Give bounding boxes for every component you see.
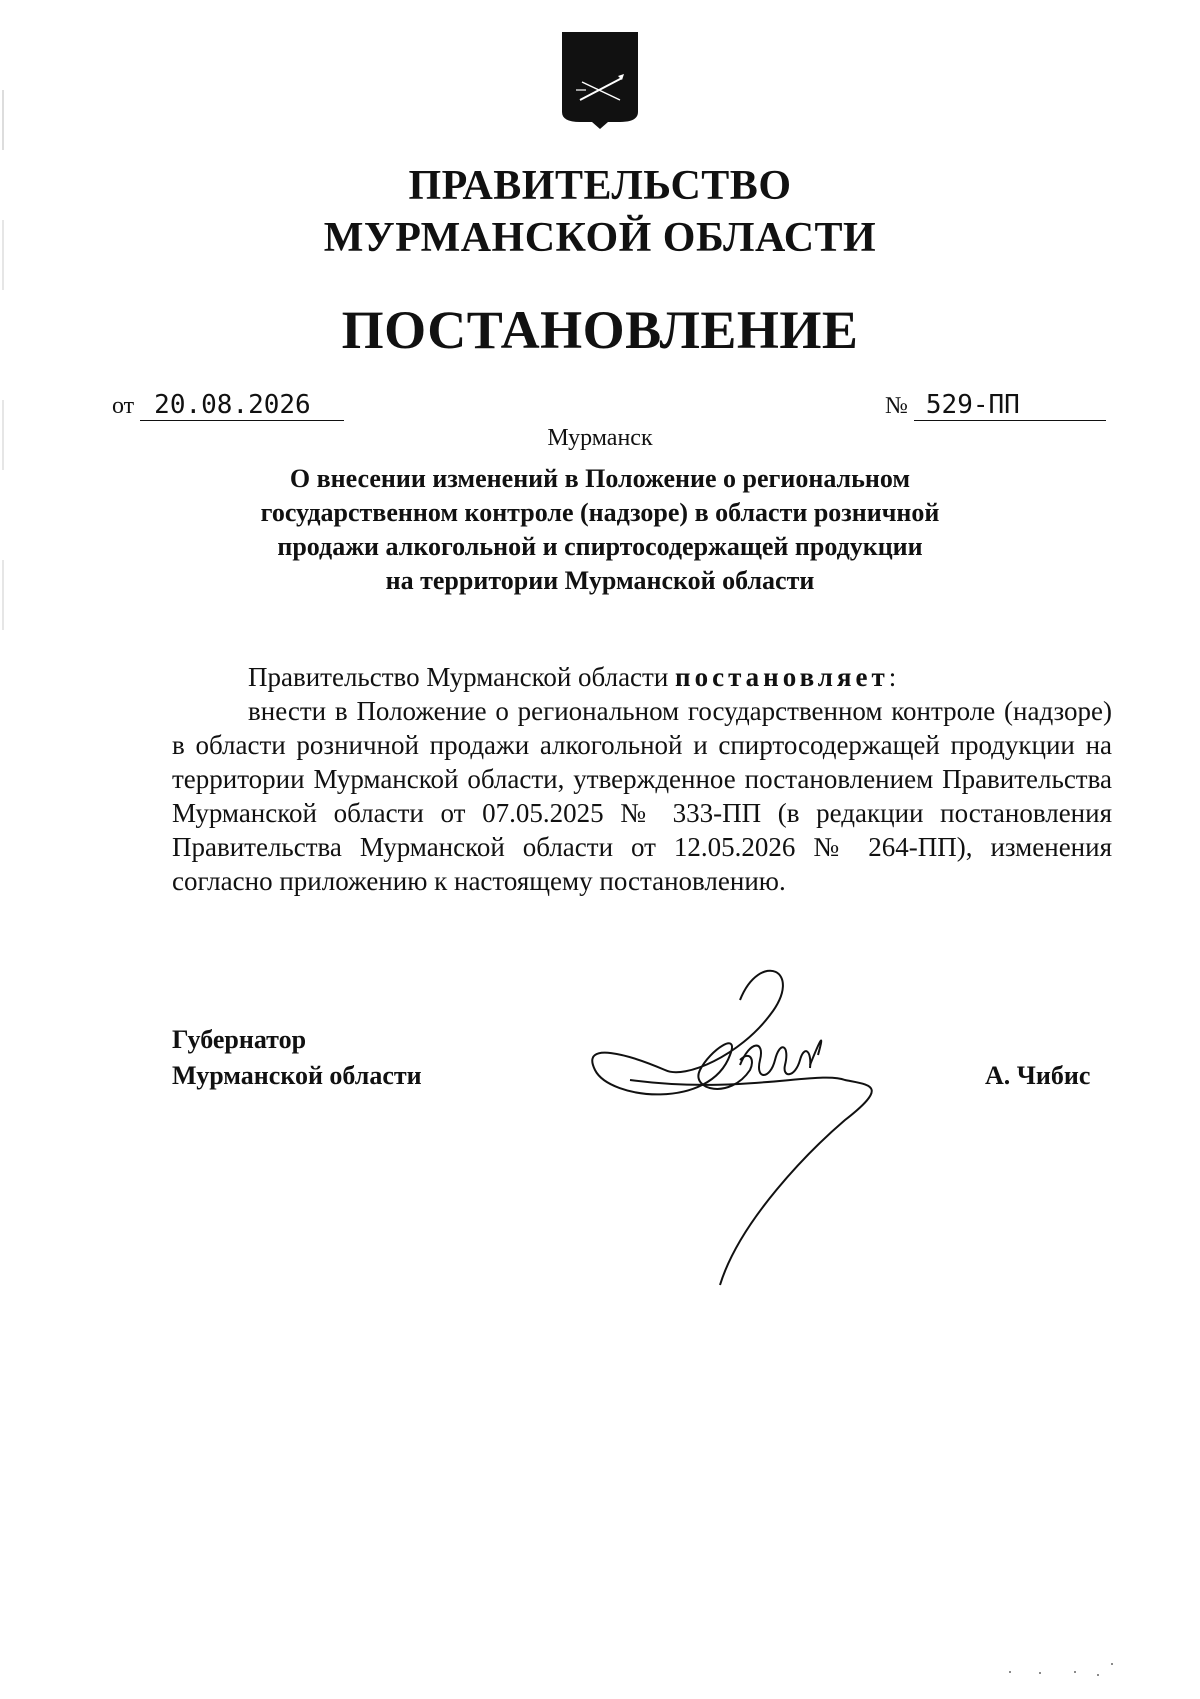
document-body	[172, 660, 1112, 898]
document-type: ПОСТАНОВЛЕНИЕ	[341, 300, 859, 360]
document-subject	[240, 462, 960, 598]
coat-of-arms-icon	[560, 30, 640, 130]
signatory-position-line1: Губернатор	[172, 1025, 307, 1054]
date-value: 20.08.2026	[140, 390, 344, 421]
number-value: 529-ПП	[914, 390, 1106, 421]
lead-resolves: постановляет	[675, 662, 889, 692]
body-paragraph: внести в Положение о региональном государственном контроле (надзоре) в области розничной продажи алкогольной и спиртосодержащей продукции на территории Мурманской области, утвержденное постановлением Правительства Мурманской области от 07.05.2025 № 333-ПП (в редакции постановления Правительства Мурманской области от 12.05.2026 № 264-ПП), изменения согласно приложению к настоящему постановлению.	[172, 696, 1112, 896]
subject-line1: О внесении изменений в Положение о региональном	[289, 464, 911, 493]
subject-line2: государственном контроле (надзоре) в области розничной	[260, 498, 940, 527]
scan-specks	[1000, 1660, 1120, 1680]
body-lead	[172, 660, 1112, 694]
date-line	[112, 390, 344, 421]
lead-plain: Правительство Мурманской области	[248, 662, 676, 692]
government-title-line1: ПРАВИТЕЛЬСТВО	[408, 163, 792, 209]
government-title	[0, 160, 1200, 264]
signatory-position-line2: Мурманской области	[172, 1061, 422, 1090]
government-title-line2: МУРМАНСКОЙ ОБЛАСТИ	[323, 215, 877, 261]
handwritten-signature	[590, 960, 940, 1300]
number-prefix: №	[885, 393, 908, 419]
date-prefix: от	[112, 393, 135, 419]
signatory-position	[172, 1022, 422, 1094]
lead-colon: :	[888, 662, 897, 692]
signatory-name: А. Чибис	[985, 1061, 1091, 1090]
subject-line4: на территории Мурманской области	[385, 566, 815, 595]
subject-line3: продажи алкогольной и спиртосодержащей продукции	[277, 532, 923, 561]
number-line	[885, 390, 1106, 421]
city: Мурманск	[547, 425, 653, 451]
